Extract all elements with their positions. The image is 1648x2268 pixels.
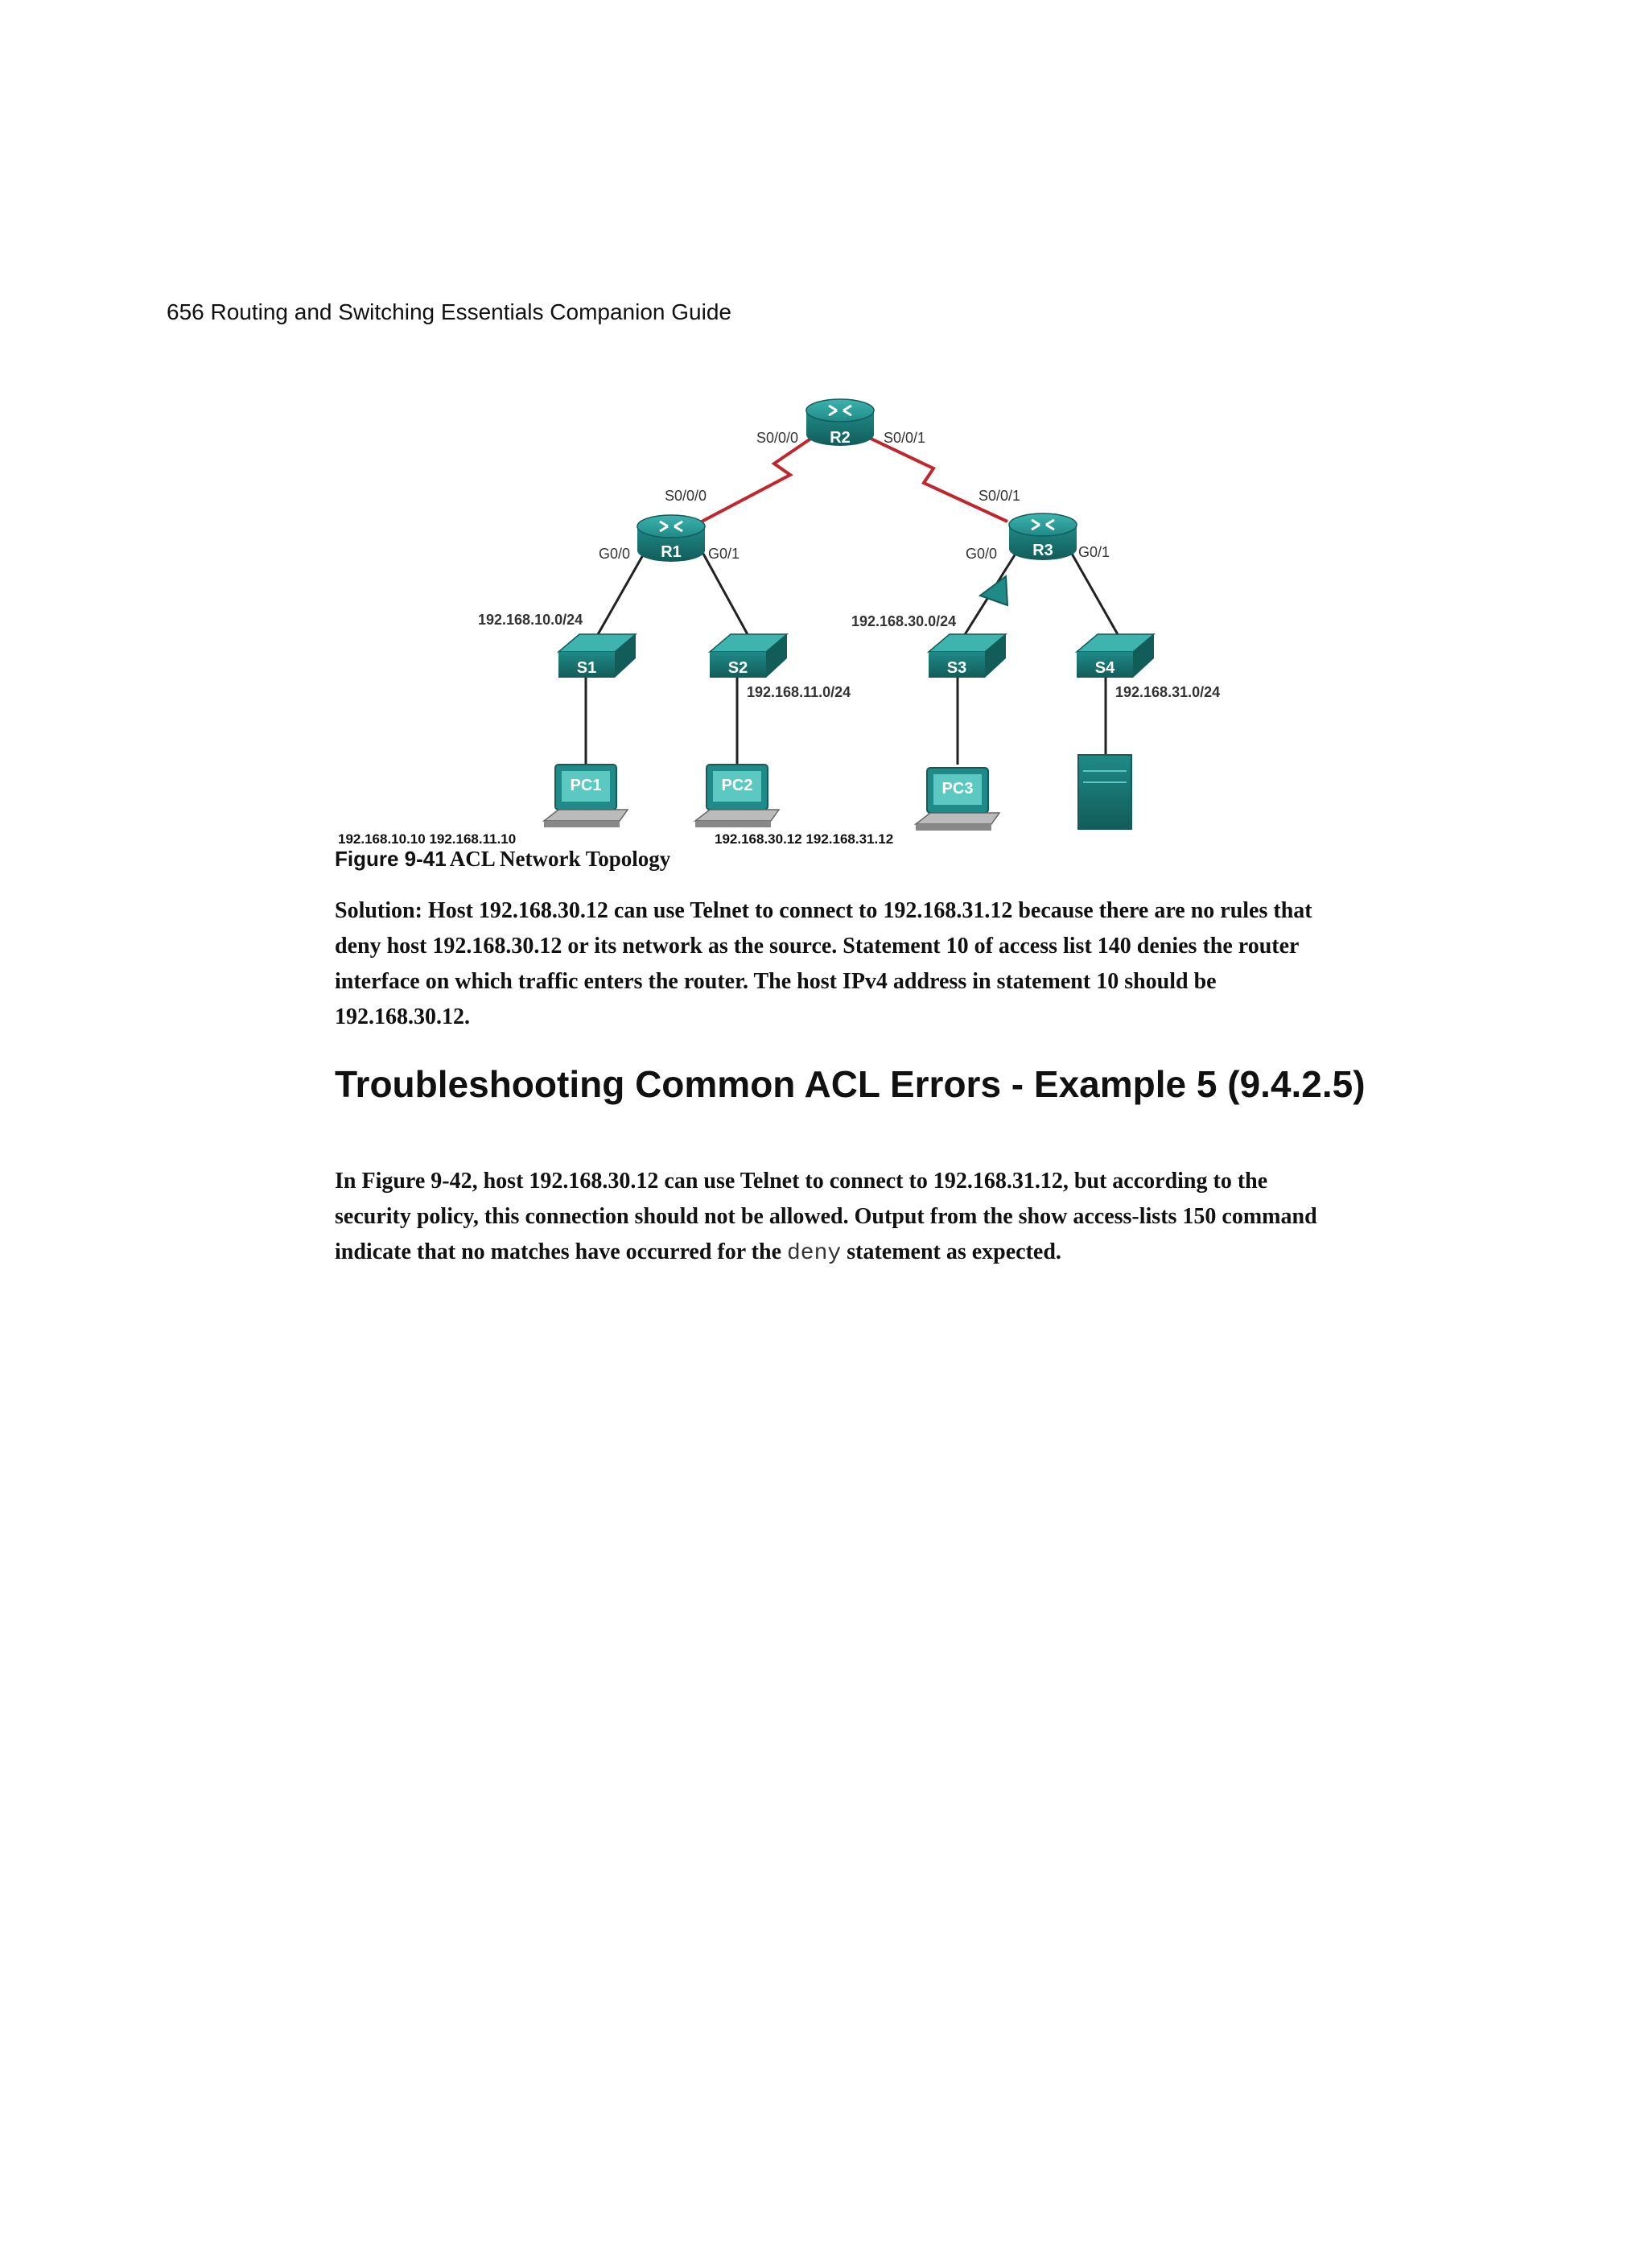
pc2 xyxy=(695,765,779,827)
switch-s3-label: S3 xyxy=(946,659,967,677)
switch-s1 xyxy=(558,634,636,678)
solution-paragraph: Solution: Host 192.168.30.12 can use Telnet to connect to 192.168.31.12 because there are no rules that deny host 192.168.30.12 or its network as the source. Statement 10 of access list 140 denies the router interface on which traffic enters the router. The host IPv4 address in statement 10 should be 192.168.30.12. xyxy=(335,898,1312,1029)
router-r1-label: R1 xyxy=(661,543,682,561)
pc1-label: PC1 xyxy=(570,777,602,794)
link-r3-s4 xyxy=(1072,554,1119,636)
pc2-label: PC2 xyxy=(721,777,753,794)
section-paragraph-end: statement as expected. xyxy=(841,1239,1061,1264)
pc1 xyxy=(544,765,628,827)
network-topology-diagram xyxy=(0,0,1648,885)
port-r3-g01: G0/1 xyxy=(1078,544,1110,560)
switch-s2-label: S2 xyxy=(727,659,748,677)
host-addresses-left: 192.168.10.10 192.168.11.10 xyxy=(338,831,517,847)
section-heading: Troubleshooting Common ACL Errors - Example 5 (9.4.2.5) xyxy=(335,1063,1366,1105)
link-r1-s1 xyxy=(597,554,644,636)
net-label-s1: 192.168.10.0/24 xyxy=(478,612,583,628)
section-paragraph-text: In Figure 9-42, host 192.168.30.12 can use Telnet to connect to 192.168.31.12, but according to the security policy, this connection should not be allowed. Output from the show access-lists 150 command indicate that no matches have occurred for the xyxy=(335,1169,1317,1264)
host-addresses-right: 192.168.30.12 192.168.31.12 xyxy=(715,831,894,847)
pc3 xyxy=(916,768,999,831)
section-paragraph xyxy=(335,1164,1329,1272)
page-header: 656 Routing and Switching Essentials Companion Guide xyxy=(167,299,731,324)
router-r2-label: R2 xyxy=(830,429,851,447)
acl-marker-icon xyxy=(980,576,1007,605)
switch-s2 xyxy=(710,634,787,678)
server-icon xyxy=(1078,755,1131,829)
figure-caption xyxy=(335,847,670,872)
network-topology-figure xyxy=(0,0,1648,885)
switch-s1-label: S1 xyxy=(576,659,597,677)
port-r1-g00: G0/0 xyxy=(599,546,631,562)
port-r3-g00: G0/0 xyxy=(966,546,998,562)
figure-title: ACL Network Topology xyxy=(449,847,671,871)
net-label-s4: 192.168.31.0/24 xyxy=(1115,684,1221,700)
net-label-s3: 192.168.30.0/24 xyxy=(851,613,957,629)
router-r1 xyxy=(637,515,705,562)
net-label-s2: 192.168.11.0/24 xyxy=(747,684,851,700)
switch-s4 xyxy=(1077,634,1154,678)
serial-link-r2-r3 xyxy=(866,436,1007,522)
figure-number: Figure 9-41 xyxy=(335,847,447,871)
router-r2 xyxy=(806,399,874,447)
router-r3 xyxy=(1009,513,1077,560)
port-r3-s001: S0/0/1 xyxy=(978,488,1021,504)
port-r1-g01: G0/1 xyxy=(708,546,740,562)
link-r1-s2 xyxy=(703,554,748,636)
port-r2-s000: S0/0/0 xyxy=(756,430,799,446)
serial-link-r2-r1 xyxy=(702,436,814,522)
switch-s3 xyxy=(929,634,1006,678)
pc3-label: PC3 xyxy=(941,780,974,798)
deny-code: deny xyxy=(787,1241,842,1266)
switch-s4-label: S4 xyxy=(1094,659,1115,677)
port-r1-s000: S0/0/0 xyxy=(665,488,707,504)
port-r2-s001: S0/0/1 xyxy=(884,430,926,446)
router-r3-label: R3 xyxy=(1032,542,1053,559)
